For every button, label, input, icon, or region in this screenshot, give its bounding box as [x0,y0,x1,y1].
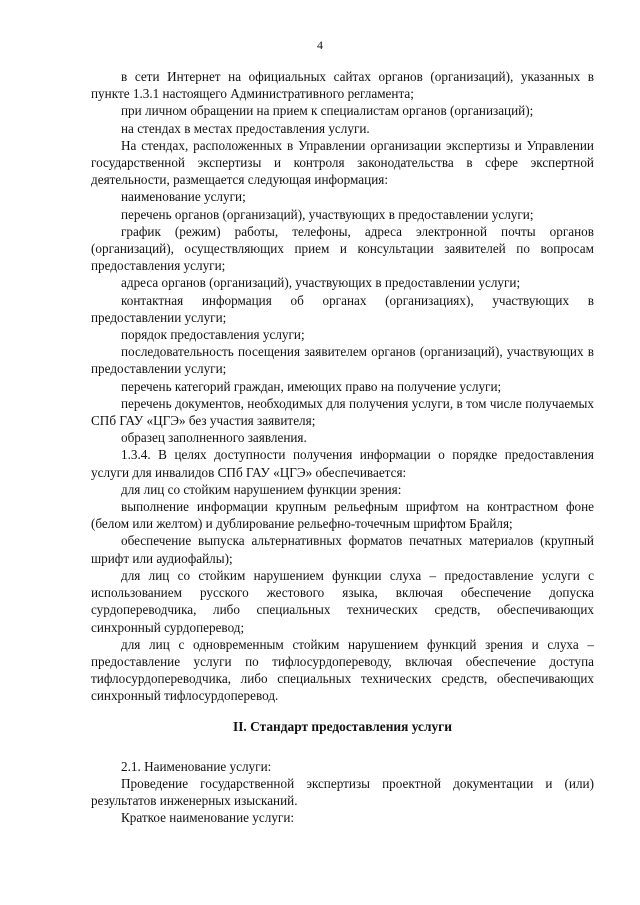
paragraph: 1.3.4. В целях доступности получения информации о порядке предоставления услуги для инвалидов СПб ГАУ «ЦГЭ» обеспечивается: [91,447,594,480]
list-item: порядок предоставления услуги; [121,327,305,343]
list-item: образец заполненного заявления. [121,430,307,446]
paragraph: на стендах в местах предоставления услуги. [121,120,370,136]
page-content [91,68,594,827]
list-item: контактная информация об органах (организациях), участвующих в предоставлении услуги; [91,292,594,325]
paragraph: 2.1. Наименование услуги: [121,758,272,774]
list-item: последовательность посещения заявителем органов (организаций), участвующих в предоставлении услуги; [91,344,594,377]
list-item: перечень документов, необходимых для получения услуги, в том числе получаемых СПб ГАУ «ЦГЭ» без участия заявителя; [91,395,594,429]
page-number: 4 [317,38,323,52]
paragraph: для лиц со стойким нарушением функции зрения: [121,481,402,497]
paragraph: обеспечение выпуска альтернативных форматов печатных материалов (крупный шрифт или аудиофайлы); [91,533,594,566]
list-item: перечень органов (организаций), участвующих в предоставлении услуги; [121,206,534,222]
paragraph: для лиц со стойким нарушением функции слуха – предоставление услуги с использованием русского жестового языка, включая обеспечение допуска сурдопереводчика, либо специальных технических средств, обеспечивающих синхронный сурдоперевод; [91,567,594,635]
paragraph: На стендах, расположенных в Управлении организации экспертизы и Управлении государственной экспертизы и контроля законодательства в сфере экспертной деятельности, размещается следующая информация: [91,137,594,188]
paragraph: Краткое наименование услуги: [121,810,295,826]
paragraph: выполнение информации крупным рельефным шрифтом на контрастном фоне (белом или желтом) и дублирование рельефно-точечным шрифтом Брайля; [91,499,594,532]
paragraph: при личном обращении на прием к специалистам органов (организаций); [121,103,534,119]
list-item: адреса органов (организаций), участвующих в предоставлении услуги; [121,275,521,291]
list-item: перечень категорий граждан, имеющих право на получение услуги; [121,378,502,394]
paragraph: для лиц с одновременным стойким нарушением функций зрения и слуха – предоставление услуги по тифлосурдопереводу, включая обеспечение доступа тифлосурдопереводчика, либо специальных технических средств, обеспечивающих синхронный тифлосурдоперевод. [91,636,594,704]
paragraph: в сети Интернет на официальных сайтах органов (организаций), указанных в пункте 1.3.1 настоящего Административного регламента; [91,69,594,102]
section-heading: II. Стандарт предоставления услуги [233,718,452,734]
list-item: наименование услуги; [121,189,246,205]
paragraph: Проведение государственной экспертизы проектной документации и (или) результатов инженерных изысканий. [91,775,594,809]
list-item: график (режим) работы, телефоны, адреса электронной почты органов (организаций), осуществляющих прием и консультации заявителей по вопросам предоставления услуги; [91,223,594,274]
